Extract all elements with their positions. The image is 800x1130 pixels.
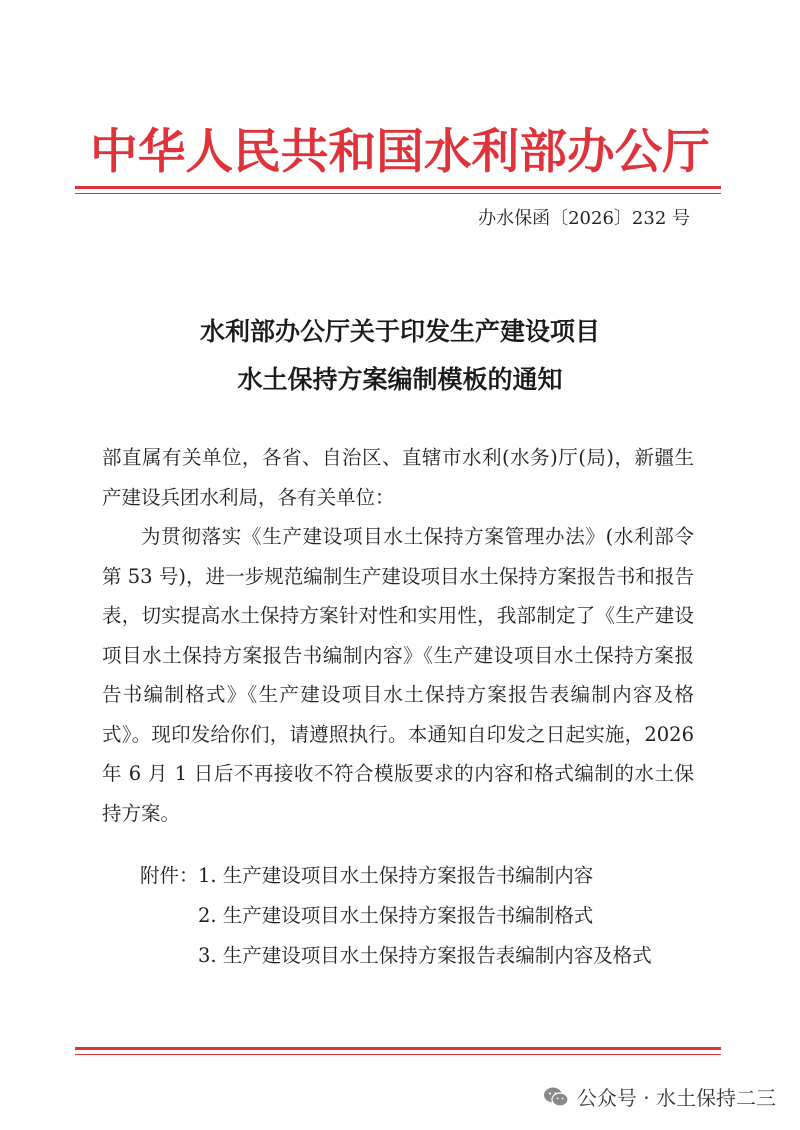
- footer-rule-thin: [75, 1054, 721, 1055]
- addressee-paragraph: 部直属有关单位，各省、自治区、直辖市水利(水务)厅(局)，新疆生产建设兵团水利局，各有关单位：: [102, 446, 694, 509]
- document-title-line-2: 水土保持方案编制模板的通知: [237, 365, 563, 394]
- attachments-lead: 附件：: [140, 864, 199, 887]
- header-rule-thick: [75, 186, 721, 189]
- document-number: 办水保函〔2026〕232 号: [478, 208, 690, 229]
- attachment-item: [140, 896, 652, 936]
- issuer-header: 中华人民共和国水利部办公厅: [90, 124, 710, 180]
- attachment-item: [140, 856, 652, 896]
- watermark: [543, 1082, 776, 1111]
- main-paragraph: 为贯彻落实《生产建设项目水土保持方案管理办法》(水利部令第 53 号)，进一步规范编制生产建设项目水土保持方案报告书和报告表，切实提高水土保持方案针对性和实用性，我部制定了《生产建设项目水土保持方案报告书编制内容》《生产建设项目水土保持方案报告书编制格式》《生产建设项目水土保持方案报告表编制内容及格式》。现印发给你们，请遵照执行。本通知自印发之日起实施，2026 年 6 月 1 日后不再接收不符合模版要求的内容和格式编制的水土保持方案。: [102, 525, 694, 825]
- footer-rule-thick: [75, 1047, 721, 1050]
- header-rule-thin: [75, 193, 721, 194]
- document-body: [102, 438, 694, 833]
- document-title-line-1: 水利部办公厅关于印发生产建设项目: [199, 317, 600, 346]
- wechat-icon: [543, 1086, 569, 1108]
- attachments-list: [140, 856, 652, 976]
- attachment-item: [140, 936, 652, 976]
- attachment-item-text: 1. 生产建设项目水土保持方案报告书编制内容: [198, 864, 594, 887]
- attachment-item-text: 2. 生产建设项目水土保持方案报告书编制格式: [198, 904, 594, 927]
- watermark-text: 公众号 · 水土保持二三: [576, 1086, 776, 1110]
- attachment-item-text: 3. 生产建设项目水土保持方案报告表编制内容及格式: [198, 944, 652, 967]
